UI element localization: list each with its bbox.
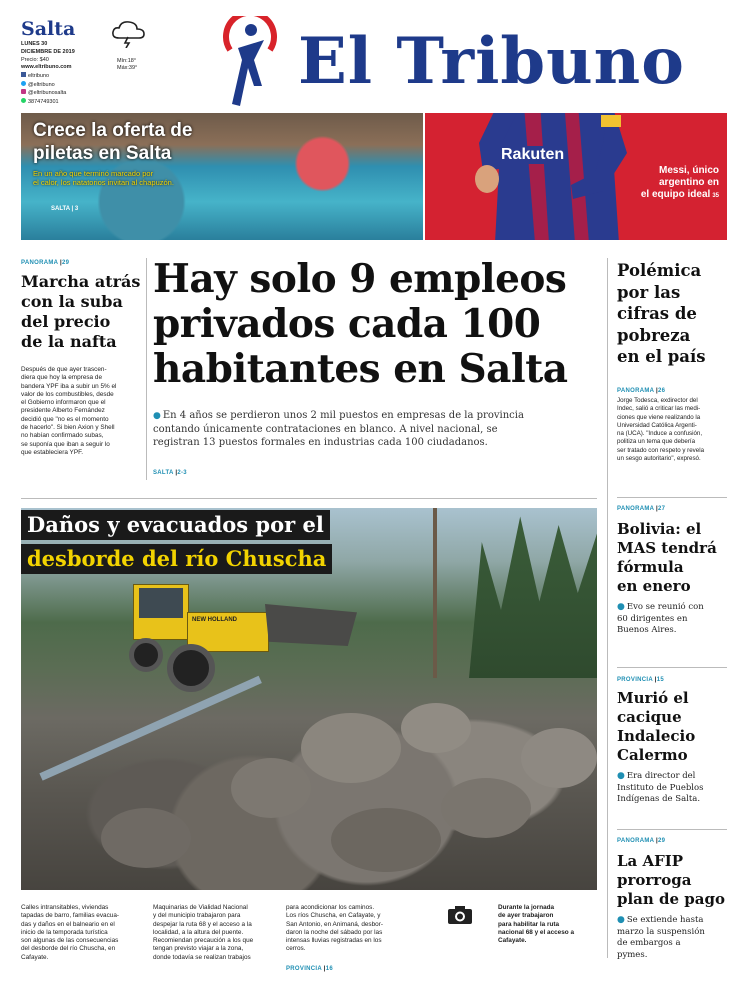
weather-max: Máx:39° <box>117 65 138 71</box>
right-story1-headline[interactable]: Polémica por las cifras de pobreza en el país <box>617 261 706 366</box>
right-story3-body: ● Era director del Instituto de Pueblos Indígenas de Salta. <box>617 771 731 806</box>
player-figure-icon <box>443 113 643 240</box>
teaser-pool-photo[interactable] <box>21 113 423 240</box>
boulder <box>441 778 531 838</box>
right-story3-headline[interactable]: Murió el cacique Indalecio Calermo <box>617 689 696 764</box>
flood-caption-col3: para acondicionar los caminos. Los ríos Chuscha, en Cafayate, y San Antonio, en Animaná, desbor- daron la noche del sábado por las intensas lluvias registradas en los cerros. <box>286 904 383 953</box>
flood-photo[interactable] <box>21 508 597 890</box>
utility-pole <box>433 508 437 678</box>
divider-right-1 <box>617 497 727 498</box>
masthead-website: www.eltribuno.com <box>21 64 72 70</box>
social-twitter[interactable]: @eltribuno <box>21 81 66 90</box>
whatsapp-icon <box>21 98 26 103</box>
main-section-tag: SALTA |2-3 <box>153 470 187 476</box>
right-story1-tag: PANORAMA |26 <box>617 388 666 394</box>
cloud-lightning-icon <box>110 18 148 48</box>
jersey-sponsor: Rakuten <box>501 146 565 163</box>
right-story3-tag: PROVINCIA |15 <box>617 677 665 683</box>
flood-section-tag: PROVINCIA |16 <box>286 966 334 972</box>
left-section-tag: PANORAMA |29 <box>21 260 70 266</box>
flood-caption-col1: Calles intransitables, viviendas tapadas de barro, familias evacua- das y daños en el balneario en el inicio de la temporada turística son algunas de las consecuencias del desborde del río Chuscha, en Cafayate. <box>21 904 120 961</box>
social-facebook[interactable]: eltribuno <box>21 72 66 81</box>
teaser-pool-ref: SALTA | 3 <box>51 206 79 212</box>
right-story4-headline[interactable]: La AFIP prorroga plan de pago <box>617 852 725 908</box>
right-story1-body: Jorge Todesca, exdirector del Indec, salió a criticar las medi- ciones que viene realizando la Universidad Católica Argenti- na (UCA). "Induce a confusión, politiza un tema que debería ser tratado con respeto y revela un sesgo autoritario", expresó. <box>617 397 705 463</box>
right-story2-headline[interactable]: Bolivia: el MAS tendrá fórmula en enero <box>617 520 717 595</box>
boulder <box>301 713 401 783</box>
trees-right <box>469 508 597 678</box>
masthead-date: LUNES 30 DICIEMBRE DE 2019 <box>21 41 75 55</box>
boulder <box>401 703 471 753</box>
loader-bucket <box>265 604 357 646</box>
divider-right-3 <box>617 829 727 830</box>
right-story4-tag: PANORAMA |29 <box>617 838 666 844</box>
social-list <box>21 72 66 106</box>
right-story2-tag: PANORAMA |27 <box>617 506 666 512</box>
divider-left <box>146 258 147 480</box>
flood-caption-col2: Maquinarias de Vialidad Nacional y del municipio trabajaron para despejar la ruta 68 y el acceso a la localidad, a la altura del puente. Recomiendan precaución a los que tengan previsto viajar a la zona, donde todavía se realizan trabajos <box>153 904 254 961</box>
social-instagram[interactable]: @eltribunosalta <box>21 89 66 98</box>
teaser-pool-subhead: En un año que terminó marcado por el calor, los natatorios invitan al chapuzón. <box>33 169 174 187</box>
boulder <box>101 808 191 868</box>
boulder <box>521 728 597 788</box>
left-headline[interactable]: Marcha atrás con la suba del precio de la nafta <box>21 272 141 351</box>
pipe <box>39 676 262 781</box>
teaser-pool-headline: Crece la oferta de piletas en Salta <box>33 120 193 164</box>
facebook-icon <box>21 72 26 77</box>
photo-caption: Durante la jornada de ayer trabajaron para habilitar la ruta nacional 68 y el acceso a Cafayate. <box>498 904 575 945</box>
flood-headline-line2: desborde del río Chuscha <box>21 544 332 574</box>
social-whatsapp[interactable]: 3874749301 <box>21 98 66 107</box>
teaser-messi-headline: Messi, único argentino en el equipo ideal 35 <box>640 165 719 200</box>
logo-wordmark[interactable]: El Tribuno <box>298 24 685 99</box>
main-deck: ● En 4 años se perdieron unos 2 mil puestos en empresas de la provincia contando únicamente contrataciones en blanco. A nivel nacional, se registran 13 puestos formales en industrias cada 100 ciudadanos. <box>153 409 603 449</box>
loader-brand-label: NEW HOLLAND <box>192 617 237 623</box>
flood-headline-line1: Daños y evacuados por el <box>21 510 330 540</box>
teaser-messi[interactable] <box>425 113 727 240</box>
weather-min: Mín:18° <box>117 58 137 64</box>
divider-right-2 <box>617 667 727 668</box>
loader-cab-window <box>139 588 183 618</box>
divider-right <box>607 258 608 958</box>
logo-figure-icon <box>220 16 280 108</box>
boulder <box>331 808 441 872</box>
masthead-city: Salta <box>21 18 76 40</box>
masthead-price: Precio: $40 <box>21 57 49 63</box>
main-headline[interactable]: Hay solo 9 empleos privados cada 100 habitantes en Salta <box>153 256 568 392</box>
left-body: Después de que ayer trascen- diera que hoy la empresa de bandera YPF iba a subir un 5% el valor de los combustibles, desde el Gobierno informaron que el presidente Alberto Fernández decidió que "no es el momento de hacerlo". Si bien Axion y Shell no habían confirmado subas, se suponía que iban a seguir lo que estableciera YPF. <box>21 366 117 456</box>
boulder <box>231 758 311 818</box>
loader-wheel-front <box>167 644 215 692</box>
camera-icon <box>447 905 473 925</box>
right-story4-body: ● Se extiende hasta marzo la suspensión de embargos a pymes. <box>617 915 731 961</box>
instagram-icon <box>21 89 26 94</box>
right-story2-body: ● Evo se reunió con 60 dirigentes en Buenos Aires. <box>617 602 729 637</box>
divider-main <box>21 498 597 499</box>
twitter-icon <box>21 81 26 86</box>
loader-wheel-rear <box>129 638 163 672</box>
